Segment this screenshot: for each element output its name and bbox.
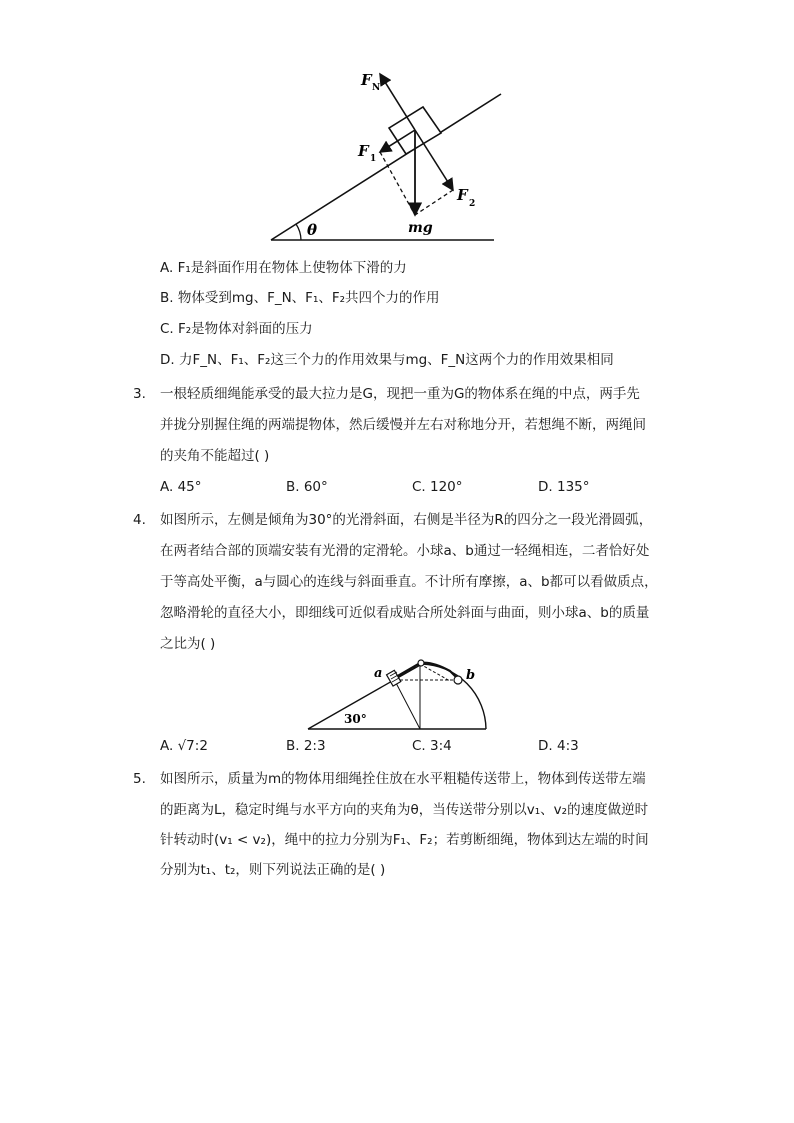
incline-arc-pulley-diagram bbox=[300, 655, 500, 735]
f1-subscript: 1 bbox=[370, 154, 377, 164]
q3-choice-a: A. 45° bbox=[160, 479, 202, 495]
q3-line-3: 的夹角不能超过( ) bbox=[160, 448, 270, 464]
f1-label: F bbox=[358, 142, 369, 160]
q4-line-3: 于等高处平衡，a与圆心的连线与斜面垂直。不计所有摩擦，a、b都可以看做质点， bbox=[160, 574, 658, 590]
theta-label: θ bbox=[307, 221, 318, 239]
q4-choice-c: C. 3:4 bbox=[412, 738, 452, 754]
q2-option-a: A. F₁是斜面作用在物体上使物体下滑的力 bbox=[160, 260, 407, 276]
q4-choice-b: B. 2:3 bbox=[286, 738, 326, 754]
fn-subscript: N bbox=[372, 83, 381, 93]
q5-line-4: 分别为t₁、t₂，则下列说法正确的是( ) bbox=[160, 862, 386, 878]
q4-line-5: 之比为( ) bbox=[160, 636, 216, 652]
q3-choice-d: D. 135° bbox=[538, 479, 590, 495]
q5-line-1: 如图所示，质量为m的物体用细绳拴住放在水平粗糙传送带上，物体到传送带左端 bbox=[160, 771, 646, 787]
q3-choice-b: B. 60° bbox=[286, 479, 328, 495]
q3-number: 3. bbox=[133, 386, 146, 402]
ball-a-label: a bbox=[374, 666, 383, 681]
q2-option-c: C. F₂是物体对斜面的压力 bbox=[160, 321, 313, 337]
f2-subscript: 2 bbox=[469, 199, 476, 209]
q4-line-2: 在两者结合部的顶端安装有光滑的定滑轮。小球a、b通过一轻绳相连，二者恰好处 bbox=[160, 543, 650, 559]
q4-choice-d: D. 4:3 bbox=[538, 738, 579, 754]
q3-line-1: 一根轻质细绳能承受的最大拉力是G，现把一重为G的物体系在绳的中点，两手先 bbox=[160, 386, 640, 402]
q5-line-2: 的距离为L，稳定时绳与水平方向的夹角为θ，当传送带分别以v₁、v₂的速度做逆时 bbox=[160, 802, 649, 818]
q5-number: 5. bbox=[133, 771, 146, 787]
fn-label: F bbox=[361, 71, 372, 89]
q3-line-2: 并拢分别握住绳的两端提物体，然后缓慢并左右对称地分开，若想绳不断，两绳间 bbox=[160, 417, 646, 433]
f2-label: F bbox=[457, 186, 468, 204]
q4-line-4: 忽略滑轮的直径大小，即细线可近似看成贴合所处斜面与曲面，则小球a、b的质量 bbox=[160, 605, 650, 621]
q4-line-1: 如图所示，左侧是倾角为30°的光滑斜面，右侧是半径为R的四分之一段光滑圆弧， bbox=[160, 512, 653, 528]
angle-label: 30° bbox=[344, 712, 367, 726]
incline-force-diagram bbox=[265, 60, 510, 250]
q2-option-d: D. 力F_N、F₁、F₂这三个力的作用效果与mg、F_N这两个力的作用效果相同 bbox=[160, 352, 614, 368]
q5-line-3: 针转动时(v₁ < v₂)，绳中的拉力分别为F₁、F₂；若剪断细绳，物体到达左端的时间 bbox=[160, 832, 649, 848]
q4-number: 4. bbox=[133, 512, 146, 528]
ball-b-label: b bbox=[466, 668, 476, 683]
q3-choice-c: C. 120° bbox=[412, 479, 463, 495]
q2-option-b: B. 物体受到mg、F_N、F₁、F₂共四个力的作用 bbox=[160, 290, 440, 306]
mg-label: mg bbox=[408, 220, 433, 236]
q4-choice-a: A. √7:2 bbox=[160, 738, 208, 754]
